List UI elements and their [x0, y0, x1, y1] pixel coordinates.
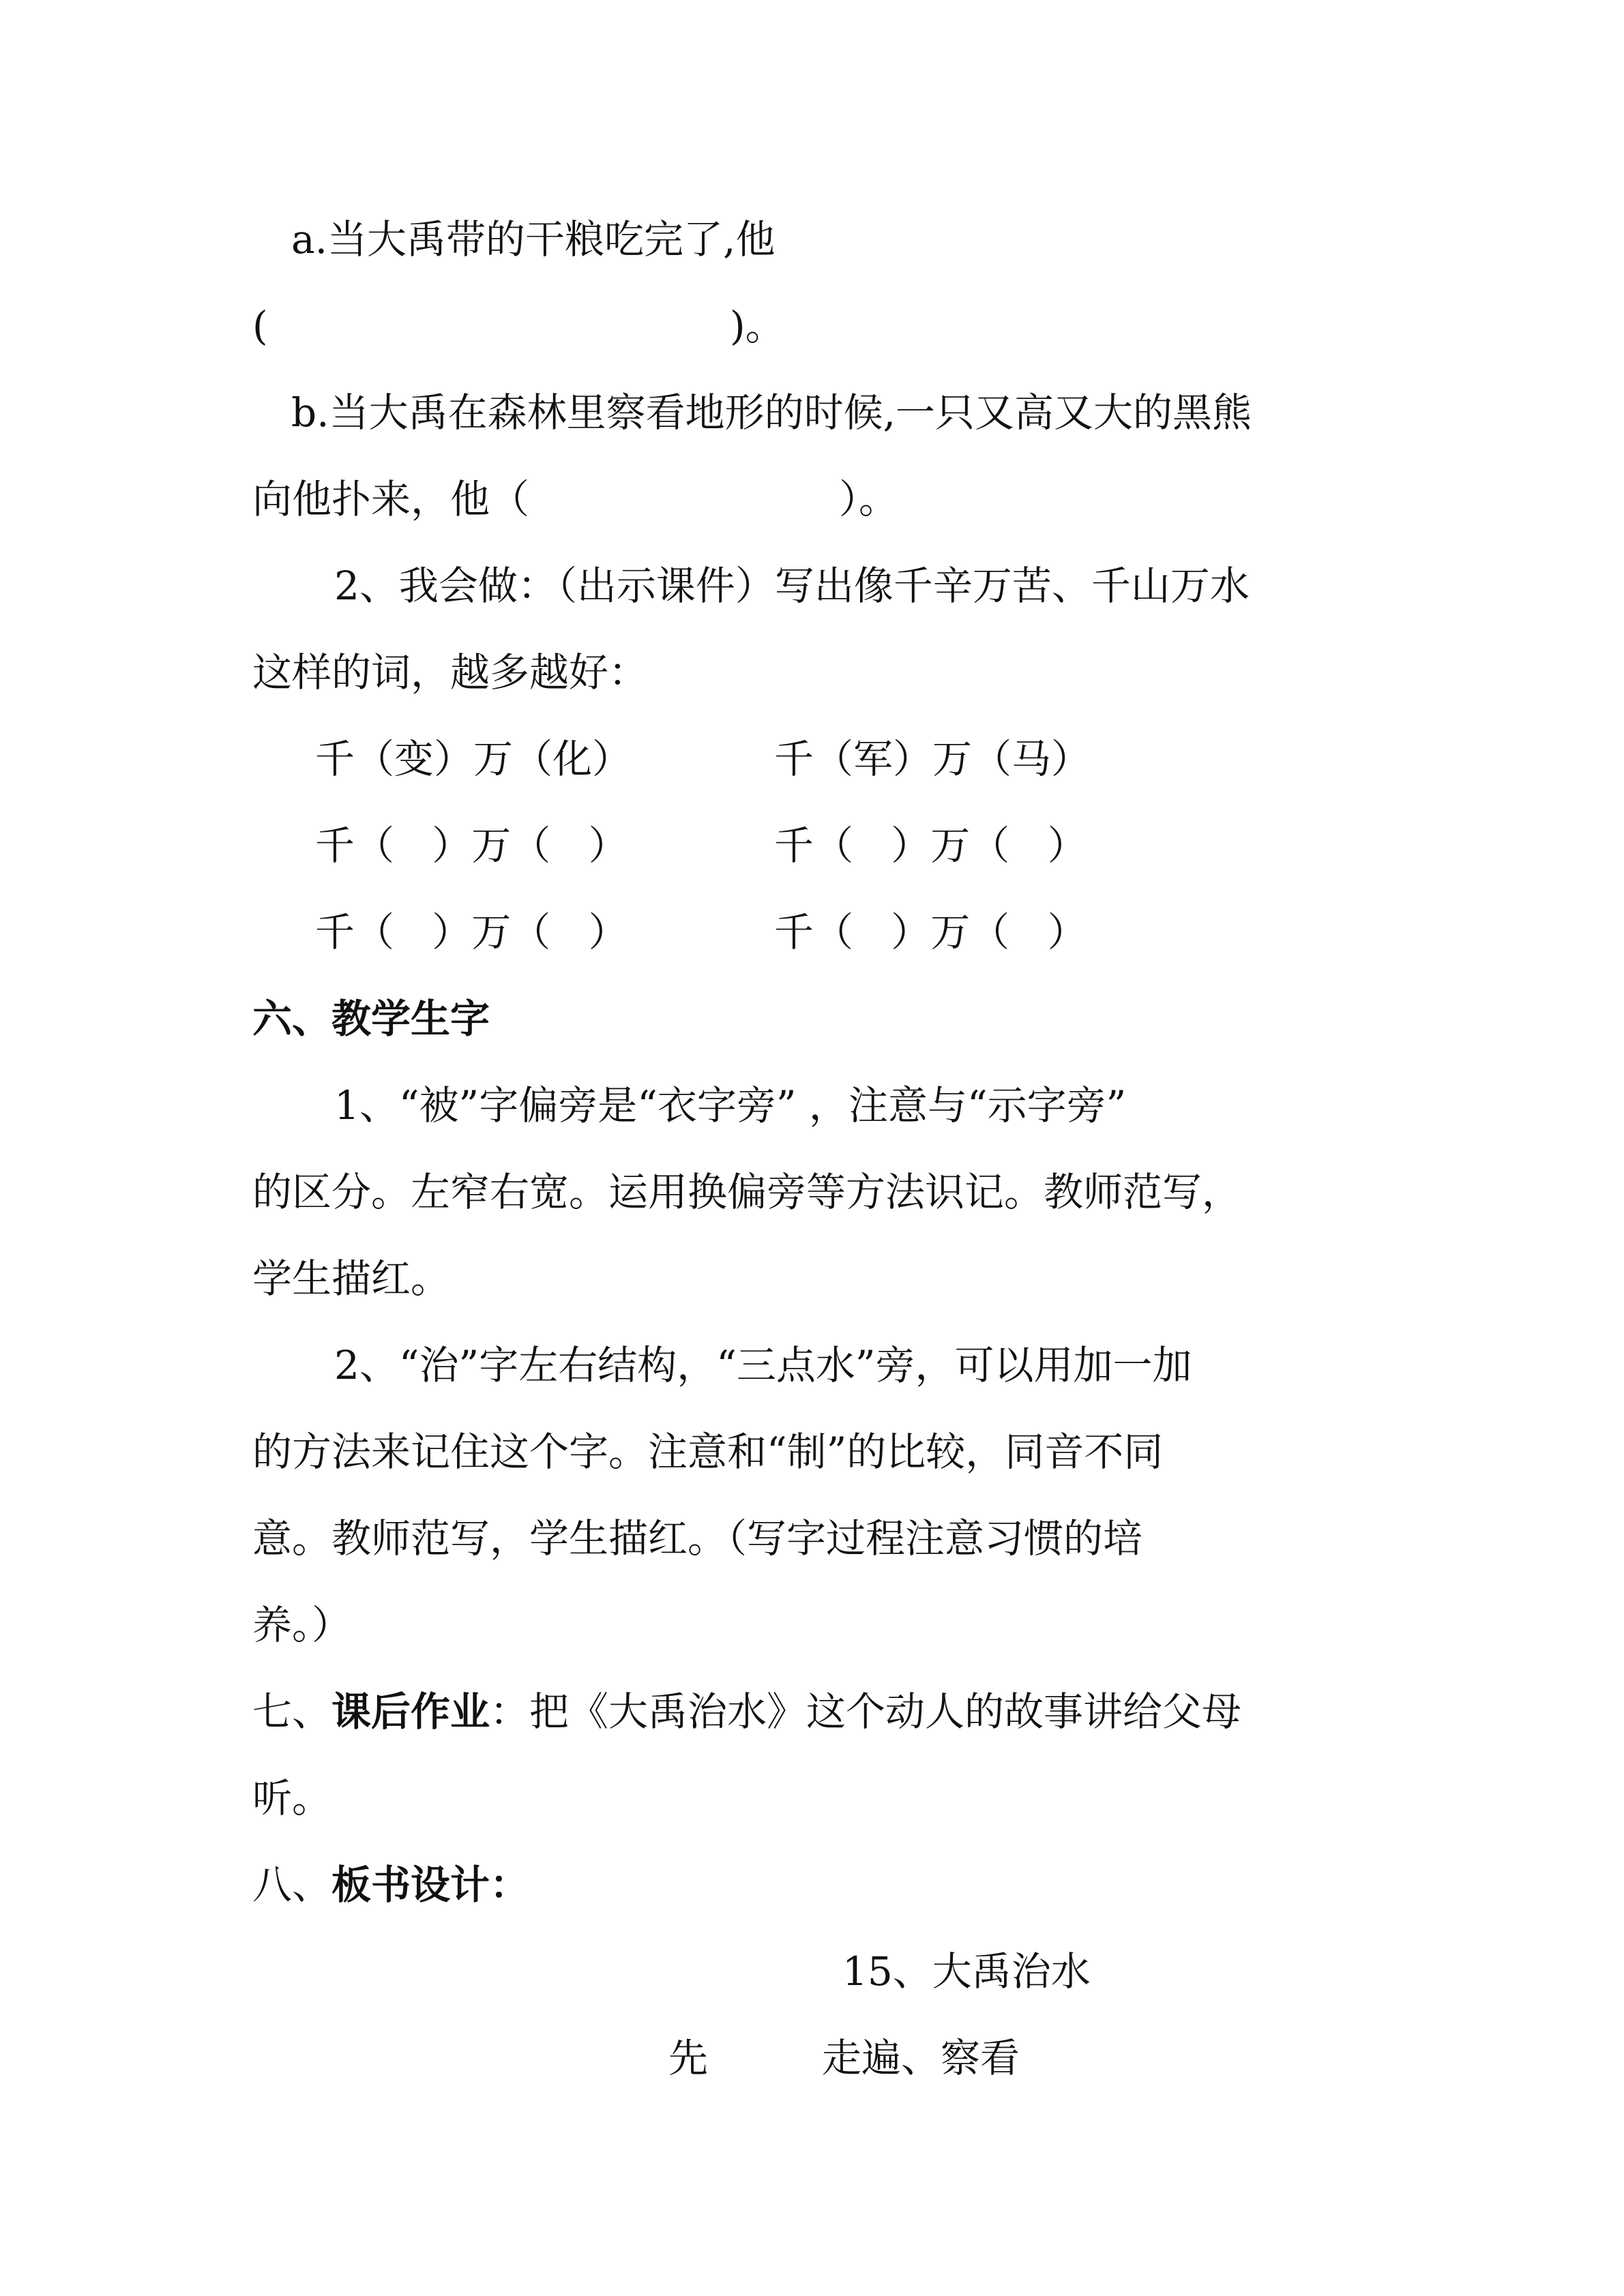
q2-line1: 2、我会做：（出示课件）写出像千辛万苦、千山万水 [334, 563, 1250, 609]
section7-label: 课后作业 [331, 1688, 490, 1735]
q2-row2-col1: 千（ ）万（ ） [315, 822, 628, 869]
q2-line2: 这样的词，越多越好： [252, 649, 649, 696]
q2-row1-col1: 千（变）万（化） [315, 736, 632, 782]
q1-b-text2: 向他扑来，他（ [252, 476, 530, 522]
section7-text: ：把《大禹治水》这个动人的故事讲给父母 [490, 1688, 1242, 1735]
q2-row3-col1: 千（ ）万（ ） [315, 909, 628, 955]
section7-prefix: 七、 [252, 1688, 332, 1735]
section6-p1-line2: 的区分。左窄右宽。运用换偏旁等方法识记。教师范写， [252, 1169, 1242, 1215]
board-title: 15、大禹治水 [842, 1948, 1091, 1995]
board-left: 先 [668, 2035, 709, 2081]
section7-line2: 听。 [252, 1775, 332, 1821]
section8-heading [252, 1860, 529, 1909]
q1-a-paren-open: ( [252, 303, 268, 349]
q1-a-text: a.当大禹带的干粮吃完了,他 [291, 216, 776, 263]
section6-p1-line1: 1、“被”字偏旁是“衣字旁” ，注意与“示字旁” [334, 1082, 1127, 1129]
section7-line1 [252, 1687, 1241, 1736]
q1-a-paren-close: )。 [730, 303, 785, 349]
q2-row2-col2: 千（ ）万（ ） [774, 822, 1087, 869]
q2-row1-col2: 千（军）万（马） [774, 736, 1091, 782]
section8-prefix: 八、 [252, 1862, 332, 1908]
section6-p2-line3: 意。教师范写，学生描红。（写字过程注意习惯的培 [252, 1515, 1143, 1562]
section6-p2-line1: 2、“治”字左右结构，“三点水”旁，可以用加一加 [334, 1342, 1192, 1388]
section6-p2-line4: 养。） [252, 1602, 352, 1648]
section6-heading: 六、教学生字 [252, 996, 490, 1042]
board-right: 走遍、察看 [822, 2035, 1020, 2081]
q2-row3-col2: 千（ ）万（ ） [774, 909, 1087, 955]
section6-p1-line3: 学生描红。 [252, 1255, 451, 1302]
q1-b-paren-close: ）。 [839, 476, 899, 522]
q1-b-text: b.当大禹在森林里察看地形的时候,一只又高又大的黑熊 [291, 389, 1252, 436]
section8-label: 板书设计： [331, 1862, 530, 1908]
section6-p2-line2: 的方法来记住这个字。注意和“制”的比较，同音不同 [252, 1429, 1164, 1475]
